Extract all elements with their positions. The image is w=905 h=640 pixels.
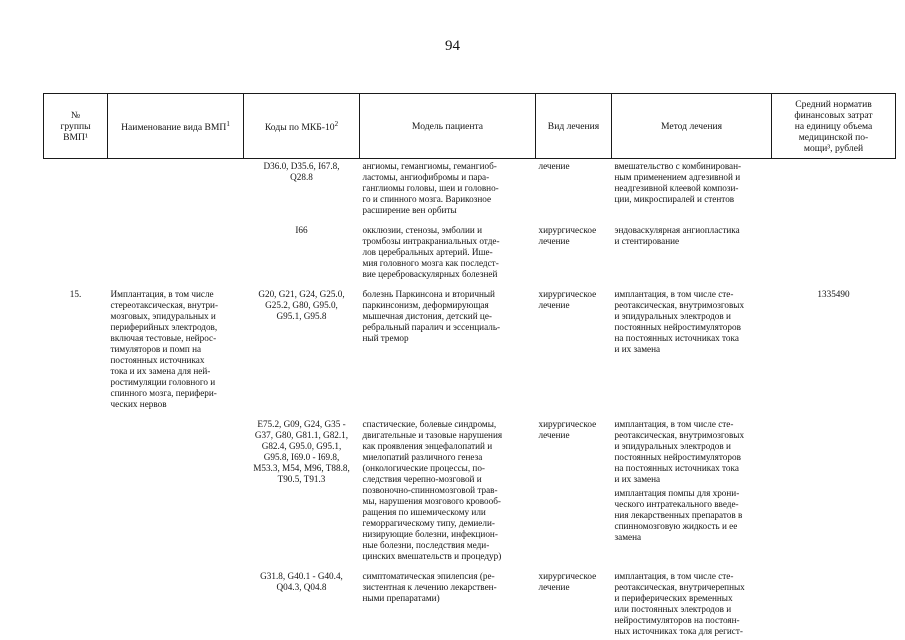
cell-line: ангиомы, гемангиомы, гемангиоб-	[362, 161, 497, 171]
cell-line: лечение	[538, 161, 570, 171]
vmp-table	[43, 93, 896, 640]
cell-line: болезнь Паркинсона и вторичный	[362, 289, 495, 299]
table-row	[44, 413, 896, 565]
cell-line: ции, микроспиралей и стентов	[614, 194, 735, 204]
table-row	[44, 159, 896, 220]
cell-line: G25.2, G80, G95.0,	[265, 300, 338, 310]
cell-vmp-name	[108, 219, 244, 283]
cell-line: G31.8, G40.1 - G40.4,	[260, 571, 343, 581]
cell-line: и их замена	[614, 344, 661, 354]
cell-line: спастические, болевые синдромы,	[362, 419, 497, 429]
cell-line: постоянных источниках	[110, 355, 205, 365]
cell-line: хирургическое	[538, 419, 597, 429]
cell-line: Q28.8	[290, 172, 313, 182]
cell-treatment-method	[612, 565, 772, 640]
cell-treatment-type	[536, 159, 612, 220]
cell-line: реотаксическая, внутримозговых	[614, 300, 745, 310]
cell-line: цинских вмешательств и процедур)	[362, 551, 502, 561]
cell-line: спинного мозга, перифери-	[110, 388, 217, 398]
cell-line: ными препаратами)	[362, 593, 440, 603]
cell-icd-codes	[244, 283, 360, 413]
table-body	[44, 159, 896, 640]
cell-treatment-type	[536, 413, 612, 565]
cell-line: тимуляторов и помп на	[110, 344, 202, 354]
header-treatment-method: Метод лечения	[612, 94, 772, 159]
cell-vmp-name	[108, 413, 244, 565]
header-line: медицинской по-	[798, 131, 869, 143]
method-entry	[615, 419, 769, 485]
header-vmp-name: Наименование вида ВМП$^1$	[108, 94, 244, 159]
header-avg-cost	[772, 94, 896, 159]
cell-line: расширение вен орбиты	[362, 205, 457, 215]
cell-avg-cost	[772, 219, 896, 283]
header-line: мощи³, рублей	[803, 142, 864, 154]
table-row	[44, 219, 896, 283]
cell-line: ные болезни, последствия меди-	[362, 540, 490, 550]
cell-line: имплантация, в том числе сте-	[614, 289, 734, 299]
cell-line: неадгезивной клеевой компози-	[614, 183, 739, 193]
cell-line: и периферических временных	[614, 593, 733, 603]
cell-line: хирургическое	[538, 289, 597, 299]
cell-line: хирургическое	[538, 571, 597, 581]
cell-treatment-type	[536, 565, 612, 640]
cell-line: T90.5, T91.3	[277, 474, 326, 484]
cell-line: позвоночно-спинномозговой трав-	[362, 485, 498, 495]
cell-icd-codes	[244, 159, 360, 220]
cell-line: ческих нервов	[110, 399, 167, 409]
cell-icd-codes	[244, 219, 360, 283]
header-line: №	[70, 109, 81, 121]
cell-treatment-method	[612, 283, 772, 413]
cell-line: тромбозы интракраниальных отде-	[362, 236, 500, 246]
cell-treatment-method	[612, 413, 772, 565]
cell-line: Q04.3, Q04.8	[276, 582, 327, 592]
cell-line: го и спинного мозга. Варикозное	[362, 194, 492, 204]
cell-line: ростимуляции головного и	[110, 377, 216, 387]
header-line: ВМП¹	[63, 131, 88, 143]
cell-line: лечение	[538, 300, 570, 310]
method-entry	[615, 571, 769, 637]
cell-line: ный тремор	[362, 333, 409, 343]
cell-line: ния лекарственных препаратов в	[614, 510, 743, 520]
table-row	[44, 565, 896, 640]
method-entry	[615, 289, 769, 355]
cell-line: G37, G80, G81.1, G82.1,	[254, 430, 349, 440]
cell-patient-model	[360, 565, 536, 640]
cell-group-number	[44, 565, 108, 640]
method-entry	[615, 161, 769, 205]
cell-line: ребральный паралич и эссенциаль-	[362, 322, 501, 332]
cell-vmp-name	[108, 565, 244, 640]
cell-treatment-type	[536, 219, 612, 283]
cell-line: G95.1, G95.8	[276, 311, 327, 321]
cell-line: ращения по ишемическому или	[362, 507, 486, 517]
cell-line: реотаксическая, внутричерепных	[614, 582, 745, 592]
cell-treatment-method	[612, 159, 772, 220]
cell-patient-model	[360, 413, 536, 565]
cell-line: (онкологические процессы, по-	[362, 463, 485, 473]
cell-line: мы, нарушения мозгового кровооб-	[362, 496, 501, 506]
header-line: группы	[60, 120, 91, 132]
cell-line: ластомы, ангиофибромы и пара-	[362, 172, 490, 182]
cell-line: имплантация, в том числе сте-	[614, 419, 734, 429]
cell-avg-cost	[772, 413, 896, 565]
cell-line: ганглиомы головы, шеи и головно-	[362, 183, 499, 193]
cell-group-number	[44, 219, 108, 283]
cell-line: лов церебральных артерий. Ише-	[362, 247, 493, 257]
header-line: финансовых затрат	[794, 109, 873, 121]
cell-line: лечение	[538, 582, 570, 592]
cell-avg-cost	[772, 565, 896, 640]
cell-treatment-method	[612, 219, 772, 283]
cell-line: как проявления энцефалопатий и	[362, 441, 493, 451]
cell-line: симптоматическая эпилепсия (ре-	[362, 571, 495, 581]
header-line: на единицу объема	[794, 120, 873, 132]
cell-vmp-name	[108, 159, 244, 220]
cell-line: нейростимуляторов на постоян-	[614, 615, 740, 625]
cell-line: реотаксическая, внутримозговых	[614, 430, 745, 440]
cell-group-number: 15.	[69, 289, 82, 299]
table-row	[44, 283, 896, 413]
cell-line: мышечная дистония, детский це-	[362, 311, 492, 321]
cell-line: ным применением адгезивной и	[614, 172, 741, 182]
cell-line: мия головного мозга как последст-	[362, 258, 499, 268]
cell-patient-model	[360, 159, 536, 220]
cell-line: I66	[295, 225, 308, 235]
cell-line: вмешательство с комбинирован-	[614, 161, 742, 171]
cell-patient-model	[360, 283, 536, 413]
cell-vmp-name	[108, 283, 244, 413]
cell-treatment-type	[536, 283, 612, 413]
cell-line: геморрагическому типу, демиели-	[362, 518, 495, 528]
cell-line: мозговых, эпидуральных и	[110, 311, 216, 321]
header-vmp-name-footnote-mark: 1	[226, 119, 230, 128]
cell-line: паркинсонизм, деформирующая	[362, 300, 489, 310]
header-icd-codes: Коды по МКБ-$10^2$	[244, 94, 360, 159]
cell-line: тока и их замена для ней-	[110, 366, 211, 376]
cell-line: лечение	[538, 236, 570, 246]
header-line: Средний норматив	[795, 98, 872, 110]
header-group-number	[44, 94, 108, 159]
cell-line: G95.8, I69.0 - I69.8,	[263, 452, 340, 462]
cell-line: и стентирование	[614, 236, 680, 246]
cell-group-number	[44, 159, 108, 220]
cell-line: двигательные и тазовые нарушения	[362, 430, 503, 440]
cell-line: включая тестовые, нейрос-	[110, 333, 217, 343]
cell-line: и их замена	[614, 474, 661, 484]
cell-avg-cost: 1335490	[817, 289, 850, 299]
cell-line: ных источниках тока для регист-	[614, 626, 743, 636]
cell-patient-model	[360, 219, 536, 283]
header-icd-codes-footnote-mark: 2	[334, 119, 339, 128]
cell-line: E75.2, G09, G24, G35 -	[257, 419, 346, 429]
cell-icd-codes	[244, 413, 360, 565]
cell-line: или постоянных электродов и	[614, 604, 732, 614]
cell-group-number	[44, 413, 108, 565]
cell-line: вие цереброваскулярных болезней	[362, 269, 498, 279]
cell-line: на постоянных источниках тока	[614, 463, 739, 473]
cell-line: замена	[614, 532, 642, 542]
cell-line: и эпидуральных электродов и	[614, 311, 731, 321]
cell-line: имплантация, в том числе сте-	[614, 571, 734, 581]
cell-line: эндоваскулярная ангиопластика	[614, 225, 740, 235]
cell-line: ческого интратекального введе-	[614, 499, 739, 509]
cell-line: имплантация помпы для хрони-	[614, 488, 740, 498]
cell-line: постоянных нейростимуляторов	[614, 452, 741, 462]
header-treatment-type: Вид лечения	[536, 94, 612, 159]
cell-line: и эпидуральных электродов и	[614, 441, 731, 451]
cell-line: спинномозговую жидкость и ее	[614, 521, 738, 531]
method-entry	[615, 488, 769, 543]
cell-avg-cost	[772, 159, 896, 220]
method-entry	[615, 225, 769, 247]
page-number: 94	[445, 38, 460, 54]
cell-line: периферийных электродов,	[110, 322, 218, 332]
cell-line: низирующие болезни, инфекцион-	[362, 529, 498, 539]
cell-line: хирургическое	[538, 225, 597, 235]
cell-line: M53.3, M54, M96, T88.8,	[253, 463, 350, 473]
cell-line: зистентная к лечению лекарствен-	[362, 582, 497, 592]
header-patient-model: Модель пациента	[360, 94, 536, 159]
header-row	[44, 94, 896, 159]
cell-line: стереотаксическая, внутри-	[110, 300, 219, 310]
cell-line: окклюзии, стенозы, эмболии и	[362, 225, 483, 235]
cell-icd-codes	[244, 565, 360, 640]
cell-line: Имплантация, в том числе	[110, 289, 214, 299]
cell-line: на постоянных источниках тока	[614, 333, 739, 343]
cell-line: следствия черепно-мозговой и	[362, 474, 482, 484]
cell-line: лечение	[538, 430, 570, 440]
cell-line: миелопатий различного генеза	[362, 452, 483, 462]
cell-line: D36.0, D35.6, I67.8,	[263, 161, 340, 171]
cell-line: G20, G21, G24, G25.0,	[258, 289, 345, 299]
cell-line: G82.4, G95.0, G95.1,	[261, 441, 342, 451]
cell-line: постоянных нейростимуляторов	[614, 322, 741, 332]
